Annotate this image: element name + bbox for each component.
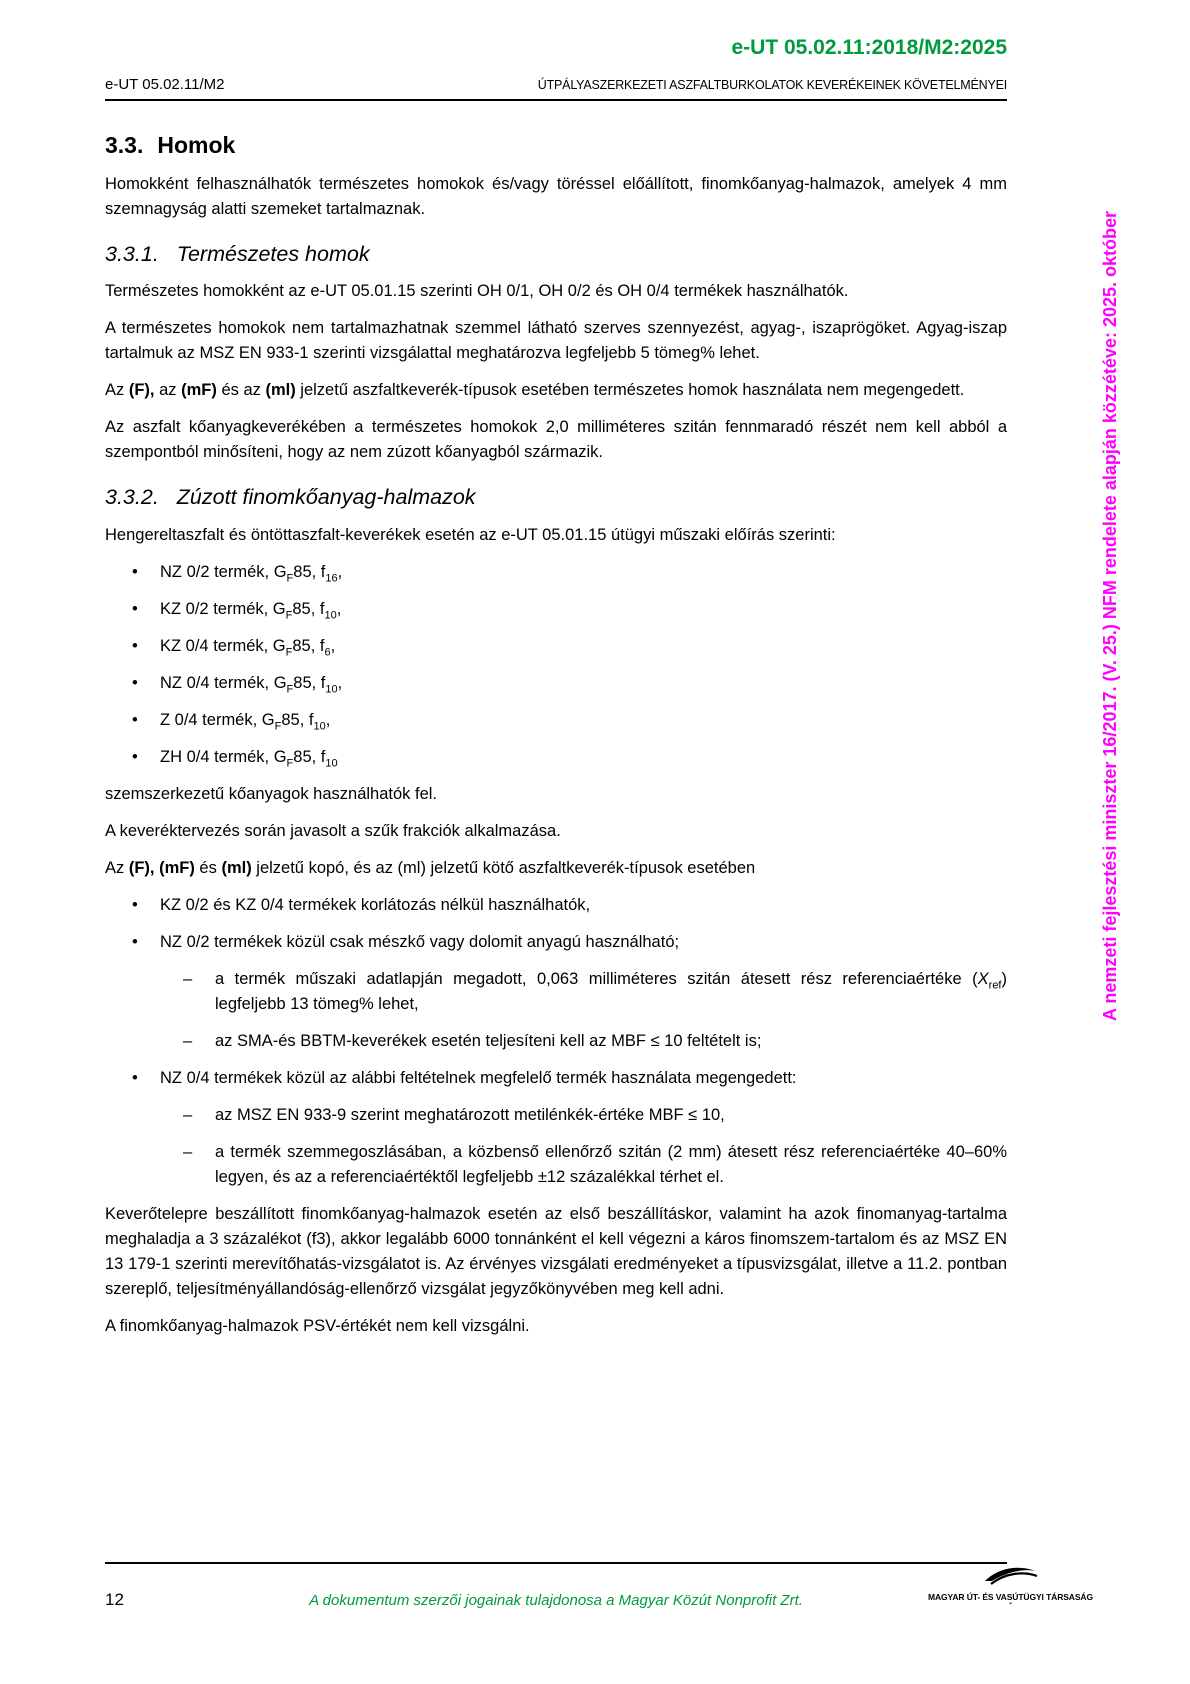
bullet-marker: • (132, 1069, 138, 1088)
chevron-down-icon: ˇ (1009, 1602, 1012, 1611)
dash-list-item (105, 1140, 1007, 1190)
dash-list-item (105, 1103, 1007, 1128)
bullet-list-item (105, 1066, 1007, 1091)
list-item-text: az SMA-és BBTM-keverékek esetén teljesíteni kell az MBF ≤ 10 feltételt is; (215, 1032, 762, 1051)
list-item-text: ZH 0/4 termék, $G_F85$, $f_{10}$ (160, 748, 338, 770)
header-divider (105, 99, 1007, 101)
paragraph: szemszerkezetű kőanyagok használhatók fel. (105, 785, 438, 804)
bullet-marker: • (132, 711, 138, 730)
paragraph: A természetes homokok nem tartalmazhatnak szemmel látható szerves szennyezést, agyag-, iszaprögöket. Agyag-iszap tartalmuk az MSZ EN 933-1 szerinti vizsgálattal meghatározva legfeljebb 5 tömeg% lehet. (105, 319, 1007, 363)
bullet-marker: • (132, 933, 138, 952)
bullet-list-item (105, 671, 1007, 696)
section-number: 3.3. (105, 132, 144, 158)
list-item-text: KZ 0/2 termék, $G_F85$, $f_{10}$, (160, 600, 342, 622)
footer-divider (105, 1562, 1007, 1564)
list-item-text: NZ 0/2 termékek közül csak mészkő vagy dolomit anyagú használható; (160, 933, 680, 952)
list-item-text: NZ 0/4 termékek közül az alábbi feltételnek megfelelő termék használata megengedett: (160, 1069, 797, 1088)
bullet-marker: • (132, 674, 138, 693)
paragraph: Az (F), (mF) és (ml) jelzetű kopó, és az (ml) jelzetű kötő aszfaltkeverék-típusok esetében (105, 859, 756, 878)
page-number: 12 (105, 1590, 124, 1609)
society-name: MAGYAR ÚT- ÉS VASÚTÜGYI TÁRSASÁG (928, 1592, 1093, 1602)
list-item-text: Z 0/4 termék, $G_F85$, $f_{10}$, (160, 711, 331, 733)
doc-reference-title: e-UT 05.02.11:2018/M2:2025 (731, 36, 1007, 59)
paragraph: Az (F), az (mF) és az (ml) jelzetű aszfaltkeverék-típusok esetében természetes homok használata nem megengedett. (105, 381, 965, 400)
list-item-text: az MSZ EN 933-9 szerint meghatározott metilénkék-értéke MBF ≤ 10, (215, 1106, 725, 1125)
side-note-vertical (1100, 146, 1140, 1086)
side-note-text: A nemzeti fejlesztési miniszter 16/2017. (V. 25.) NFM rendelete alapján közzétéve: 2025. október (1100, 211, 1120, 1021)
bullet-list-item (105, 708, 1007, 733)
list-item-text: NZ 0/4 termék, $G_F85$, $f_{10}$, (160, 674, 343, 696)
list-item-text: a termék szemmegoszlásában, a közbenső ellenőrző szitán (2 mm) átesett rész referenciaértéke 40–60% legyen, és az a referenciaértéktől legfeljebb ±12 százalékkal térhet el. (215, 1143, 1007, 1187)
copyright-text: A dokumentum szerzői jogainak tulajdonosa a Magyar Közút Nonprofit Zrt. (309, 1592, 803, 1609)
dash-marker: – (183, 1143, 193, 1162)
society-logo (928, 1564, 1093, 1611)
paragraph: Homokként felhasználhatók természetes homokok és/vagy töréssel előállított, finomkőanyag-halmazok, amelyek 4 mm szemnagyság alatti szemeket tartalmaznak. (105, 174, 1007, 218)
bullet-list-item (105, 634, 1007, 659)
bullet-list-item (105, 597, 1007, 622)
bullet-marker: • (132, 600, 138, 619)
bullet-marker: • (132, 563, 138, 582)
list-item-text: a termék műszaki adatlapján megadott, 0,063 milliméteres szitán átesett rész referenciaértéke $(X_{ref})$ legfeljebb 13 tömeg% lehet, (215, 970, 1007, 1014)
document-body (105, 116, 1007, 1351)
section-heading-3-3-2 (105, 485, 1007, 511)
bullet-marker: • (132, 896, 138, 915)
dash-list-item (105, 1029, 1007, 1054)
dash-list-item (105, 967, 1007, 1017)
bullet-list-item (105, 560, 1007, 585)
paragraph: A finomkőanyag-halmazok PSV-értékét nem kell vizsgálni. (105, 1317, 530, 1336)
dash-marker: – (183, 1032, 193, 1051)
list-item-text: KZ 0/4 termék, $G_F85$, $f_6$, (160, 637, 336, 659)
section-title: Homok (157, 132, 236, 158)
bullet-marker: • (132, 748, 138, 767)
bullet-list-item (105, 893, 1007, 918)
paragraph: Természetes homokként az e-UT 05.01.15 szerinti OH 0/1, OH 0/2 és OH 0/4 termékek használhatók. (105, 282, 849, 301)
paragraph: Keverőtelepre beszállított finomkőanyag-halmazok esetén az első beszállításkor, valamint ha azok finomanyag-tartalma meghaladja a 3 százalékot (f3), akkor legalább 6000 tonnánként el kell végezni a káros finomszem-tartalom és az MSZ EN 13 179-1 szerinti merevítőhatás-vizsgálatot is. Az érvényes vizsgálati eredményeket a típusvizsgálat, illetve a 11.2. pontban szereplő, teljesítményállandóság-ellenőrző vizsgálat jegyzőkönyvében meg kell adni. (105, 1205, 1007, 1299)
dash-marker: – (183, 970, 193, 989)
list-item-text: NZ 0/2 termék, $G_F85$, $f_{16}$, (160, 563, 343, 585)
bullet-marker: • (132, 637, 138, 656)
paragraph: Hengereltaszfalt és öntöttaszfalt-keverékek esetén az e-UT 05.01.15 útügyi műszaki előírás szerinti: (105, 526, 836, 545)
header-doc-code: e-UT 05.02.11/M2 (105, 76, 225, 93)
paragraph: A keveréktervezés során javasolt a szűk frakciók alkalmazása. (105, 822, 561, 841)
bullet-list-item (105, 745, 1007, 770)
section-heading-3-3 (105, 132, 1007, 160)
header-doc-title: ÚTPÁLYASZERKEZETI ASZFALTBURKOLATOK KEVERÉKEINEK KÖVETELMÉNYEI (537, 78, 1007, 92)
section-number: 3.3.2. (105, 485, 159, 510)
section-title: Természetes homok (176, 241, 370, 266)
paragraph: Az aszfalt kőanyagkeverékében a természetes homokok 2,0 milliméteres szitán fennmaradó részét nem kell abból a szempontból minősíteni, hogy az nem zúzott kőanyagból származik. (105, 418, 1007, 462)
dash-marker: – (183, 1106, 193, 1125)
section-title: Zúzott finomkőanyag-halmazok (176, 485, 476, 510)
page-header (105, 76, 1007, 93)
road-swoosh-icon (979, 1564, 1043, 1590)
section-heading-3-3-1 (105, 242, 1007, 268)
section-number: 3.3.1. (105, 241, 159, 266)
bullet-list-item (105, 930, 1007, 955)
list-item-text: KZ 0/2 és KZ 0/4 termékek korlátozás nélkül használhatók, (160, 896, 591, 915)
